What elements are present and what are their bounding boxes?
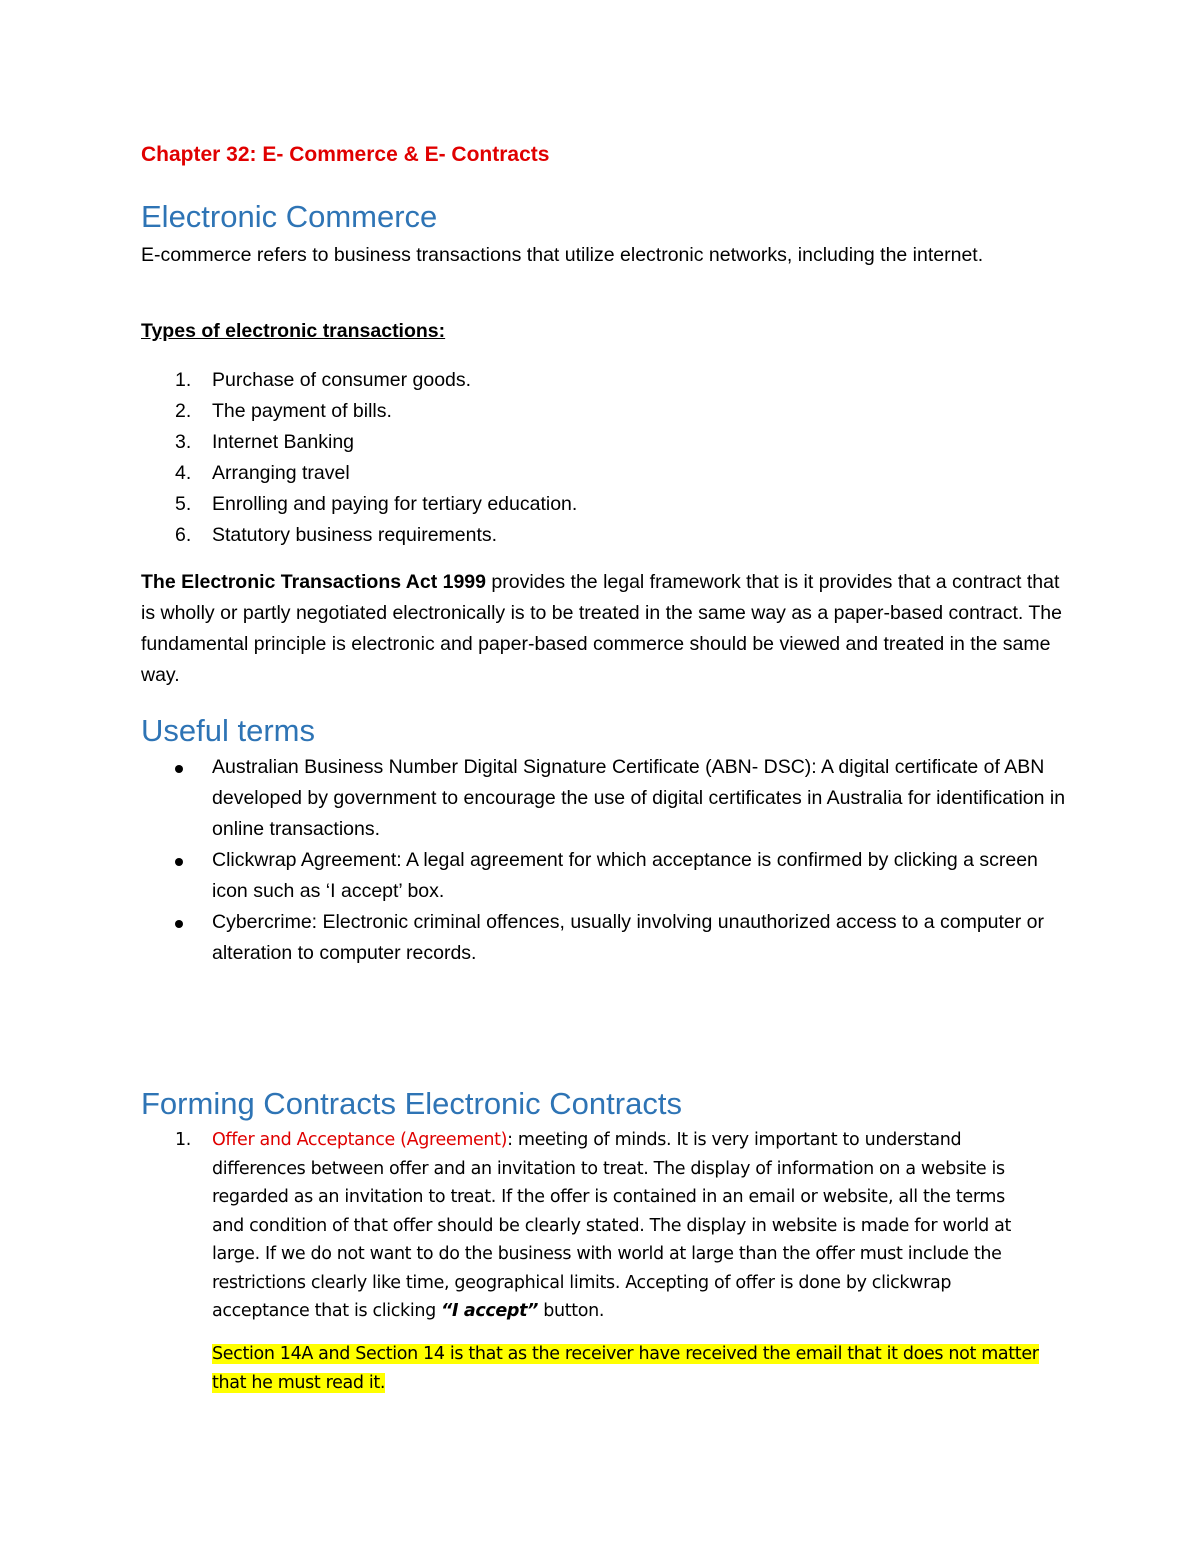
list-item-text: Internet Banking <box>212 431 355 453</box>
list-number: 2. <box>175 400 192 422</box>
list-item-text: Purchase of consumer goods. <box>212 369 472 391</box>
list-number: 3. <box>175 431 192 453</box>
bullet-icon <box>175 920 183 928</box>
section-14-note <box>212 1340 1072 1398</box>
list-number: 4. <box>175 462 192 484</box>
list-item <box>141 907 1071 969</box>
bullet-icon <box>175 765 183 773</box>
types-heading: Types of electronic transactions: <box>141 320 446 342</box>
list-item-text: Arranging travel <box>212 462 350 484</box>
list-item <box>141 752 1071 845</box>
list-number: 1. <box>175 1130 191 1150</box>
offer-acceptance-item <box>141 1126 1041 1326</box>
offer-text-part1: : meeting of minds. It is very important to understand differences between offer and an invitation to treat. The display of information on a website is regarded as an invitation to treat. If the offer is contained in an email or website, all the terms and condition of that offer should be clearly stated. The display in website is made for world at large. If we do not want to do the business with world at large than the offer must include the restrictions clearly like time, geographical limits. Accepting of offer is done by clickwrap acceptance that is clicking <box>212 1130 1011 1321</box>
list-number: 5. <box>175 493 192 515</box>
heading-useful-terms: Useful terms <box>141 713 315 748</box>
term-text: Cybercrime: Electronic criminal offences, usually involving unauthorized access to a computer or alteration to computer records. <box>212 911 1045 964</box>
list-number: 1. <box>175 369 192 391</box>
list-item <box>141 365 577 396</box>
i-accept-emphasis: “I accept” <box>441 1301 539 1321</box>
term-text: Australian Business Number Digital Signature Certificate (ABN- DSC): A digital certificate of ABN developed by government to encourage the use of digital certificates in Australia for identification in online transactions. <box>212 756 1066 840</box>
bullet-icon <box>175 858 183 866</box>
act-description: provides the legal framework that is it provides that a contract that is wholly or partly negotiated electronically is to be treated in the same way as a paper-based contract. The fundamental principle is electronic and paper-based commerce should be viewed and treated in the same way. <box>141 571 1062 686</box>
list-number: 6. <box>175 524 192 546</box>
list-item-text: Enrolling and paying for tertiary education. <box>212 493 578 515</box>
term-text: Clickwrap Agreement: A legal agreement for which acceptance is confirmed by clicking a screen icon such as ‘I accept’ box. <box>212 849 1038 902</box>
types-list <box>141 365 577 551</box>
offer-acceptance-text <box>141 1126 1041 1326</box>
list-item <box>141 520 577 551</box>
list-item-text: The payment of bills. <box>212 400 392 422</box>
ecommerce-intro: E-commerce refers to business transactions that utilize electronic networks, including the internet. <box>141 244 984 266</box>
list-item <box>141 489 577 520</box>
heading-electronic-commerce: Electronic Commerce <box>141 199 438 234</box>
offer-acceptance-label: Offer and Acceptance (Agreement) <box>212 1130 508 1150</box>
highlighted-text: Section 14A and Section 14 is that as the receiver have received the email that it does not matter that he must read it. <box>212 1344 1039 1393</box>
terms-list <box>141 752 1071 969</box>
chapter-title: Chapter 32: E- Commerce & E- Contracts <box>141 143 550 166</box>
list-item <box>141 396 577 427</box>
list-item <box>141 845 1071 907</box>
act-name: The Electronic Transactions Act 1999 <box>141 571 486 593</box>
heading-forming-contracts: Forming Contracts Electronic Contracts <box>141 1086 682 1121</box>
act-paragraph <box>141 567 1071 691</box>
list-item <box>141 458 577 489</box>
list-item <box>141 427 577 458</box>
list-item-text: Statutory business requirements. <box>212 524 498 546</box>
offer-text-part2: button. <box>538 1301 605 1321</box>
